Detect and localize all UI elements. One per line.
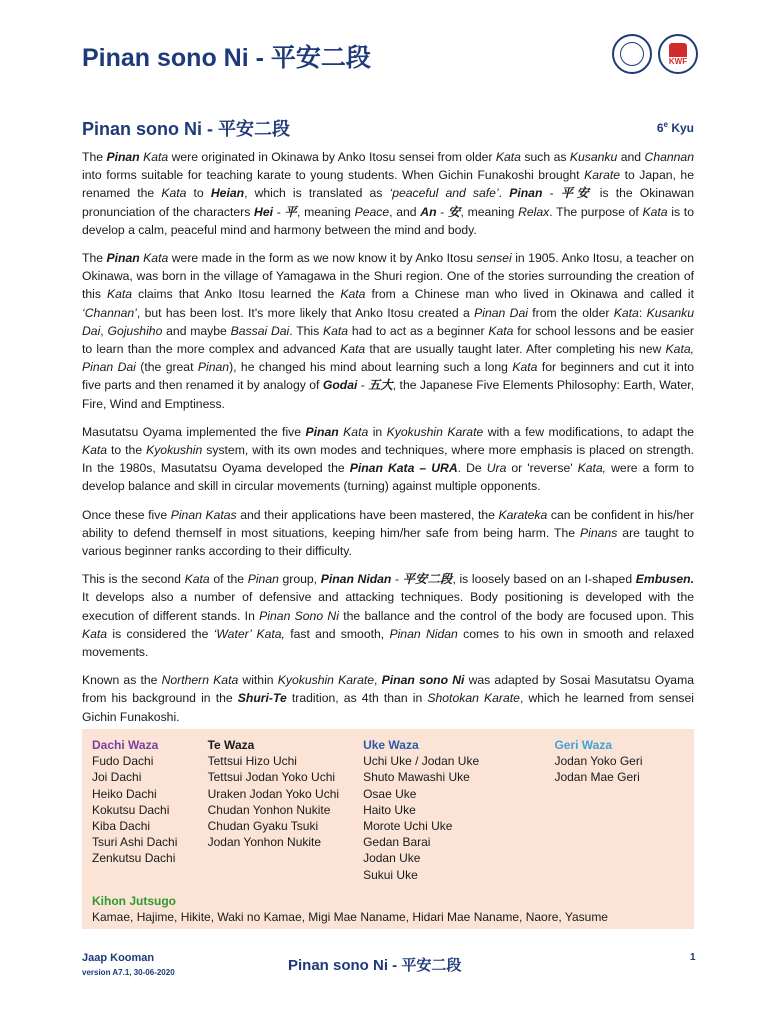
text-run: are taught to various beginner ranks according to their difficulty. [82, 525, 694, 559]
text-run: Ura [486, 461, 507, 476]
text-run: within [238, 673, 278, 688]
geri-item: Jodan Mae Geri [554, 770, 640, 785]
kihon-jutsugo-heading: Kihon Jutsugo [92, 893, 176, 908]
body-paragraph [82, 506, 694, 561]
text-run: Pinans [580, 525, 618, 540]
text-run: Pinan [106, 150, 140, 164]
text-run: and their applications have been mastered, the [236, 507, 499, 522]
text-run: Kata [488, 323, 514, 338]
text-run: group, [278, 572, 321, 587]
text-run: Kata [495, 150, 521, 164]
text-run: Pinan Sono Ni [259, 608, 339, 623]
dachi-item: Kokutsu Dachi [92, 802, 170, 817]
geri-waza-column [554, 737, 684, 883]
text-run: claims that Anko Itosu learned the [132, 287, 341, 302]
text-run: Kyokushin Karate [277, 673, 375, 688]
dachi-waza-column [92, 737, 208, 883]
te-item: Tettsui Jodan Yoko Uchi [207, 770, 336, 785]
text-run: Pinan Kata – URA [349, 461, 458, 476]
text-run: Bassai Dai [230, 323, 290, 338]
text-run: comes to his own in smooth and relaxed movements. [82, 626, 694, 660]
text-run: Kyokushin [146, 443, 203, 458]
text-run: Kyokushin Karate [386, 424, 484, 439]
dachi-item: Zenkutsu Dachi [92, 851, 176, 866]
kihon-jutsugo-text: Kamae, Hajime, Hikite, Waki no Kamae, Migi Mae Naname, Hidari Mae Naname, Naore, Yasume [92, 910, 608, 925]
text-run: from the older [527, 305, 614, 320]
text-run: Kata [323, 323, 349, 338]
text-run: ‘Water’ Kata, [213, 626, 285, 641]
text-run: Kata [343, 424, 369, 439]
text-run: Kata, Pinan Dai [82, 342, 694, 375]
text-run: - [391, 572, 403, 587]
kyokushin-seal-logo [612, 34, 652, 74]
text-run: in [368, 424, 387, 439]
uke-item: Haito Uke [363, 802, 416, 817]
text-run: , [100, 323, 108, 338]
text-run: It develops also a number of defensive and attacking techniques. Body positioning is developed with the execution of different stands. In [82, 590, 694, 623]
uke-item: Shuto Mawashi Uke [363, 770, 470, 785]
geri-item: Jodan Yoko Geri [554, 754, 643, 769]
header-title: Pinan sono Ni - 平安二段 [82, 44, 371, 72]
text-run: Pinan Nidan [320, 572, 392, 587]
text-run: ), he changed his mind about learning such a long [229, 360, 513, 375]
text-run: . This [289, 323, 324, 338]
text-run: , meaning [297, 204, 355, 219]
dachi-item: Fudo Dachi [92, 754, 154, 769]
text-run: Pinan [106, 251, 140, 266]
body-paragraph [82, 570, 694, 661]
kwf-logo [658, 34, 698, 74]
te-item: Chudan Yonhon Nukite [207, 802, 331, 817]
text-run: . The purpose of [549, 204, 643, 219]
text-run: Gojushiho [107, 323, 163, 338]
text-run: to the [107, 443, 147, 458]
te-item: Uraken Jodan Yoko Uchi [207, 786, 340, 801]
text-run: Godai [322, 378, 358, 393]
text-run: - [436, 204, 449, 219]
text-run: that are usually taught later. After completing his new [365, 342, 666, 357]
text-run: The [82, 150, 107, 164]
text-run: , but has been lost. It's more likely that Anko Itosu created a [136, 305, 475, 320]
footer-title: Pinan sono Ni - 平安二段 [288, 957, 462, 974]
text-run: - [357, 378, 369, 393]
text-run: ‘peaceful and safe’ [389, 186, 499, 201]
text-run: tradition, as 4th than in [286, 691, 428, 706]
dachi-item: Tsuri Ashi Dachi [92, 835, 178, 850]
text-run: Masutatsu Oyama implemented the five [82, 424, 306, 439]
text-run: - [542, 186, 561, 201]
text-run: with a few modifications, to adapt the [483, 424, 694, 439]
body-text [82, 148, 694, 736]
text-run: of the [209, 572, 248, 587]
text-run: The [82, 251, 107, 266]
uke-item: Sukui Uke [363, 867, 418, 882]
text-run: and [617, 150, 645, 164]
logos [612, 34, 698, 74]
te-waza-heading: Te Waza [207, 738, 255, 752]
text-run: Embusen. [635, 572, 694, 587]
text-run: Karate [584, 168, 621, 183]
body-paragraph [82, 671, 694, 726]
text-run: Pinan [509, 186, 543, 201]
page-number: 1 [690, 952, 696, 963]
text-run: had to act as a beginner [348, 323, 489, 338]
te-item: Jodan Yonhon Nukite [207, 835, 322, 850]
text-run: An [420, 204, 437, 219]
te-item: Tettsui Hizo Uchi [207, 754, 297, 769]
kwf-logo-text: KWF [668, 56, 688, 66]
waza-box [82, 729, 694, 929]
text-run: for school lessons and be easier to learn than the more complex and advanced [82, 323, 694, 357]
kyu-rank: 6e Kyu [656, 120, 694, 135]
text-run: Kata [82, 626, 108, 641]
text-run: Pinan sono Ni [381, 673, 465, 688]
text-run: Heian [210, 186, 245, 201]
text-run: for beginners and cut it into five parts and then renamed it by analogy of [82, 360, 694, 393]
text-run: Kata [161, 186, 187, 201]
text-run: Pinan [247, 572, 279, 587]
text-run: Known as the [82, 673, 162, 688]
text-run: the ballance and the control of the body are focused upon. This [338, 608, 694, 623]
text-run: Peace [354, 204, 390, 219]
dachi-waza-heading: Dachi Waza [92, 738, 159, 752]
text-run: : [638, 305, 647, 320]
dachi-item: Joi Dachi [92, 770, 142, 785]
text-run: - [273, 204, 285, 219]
uke-item: Morote Uchi Uke [363, 819, 453, 834]
uke-item: Osae Uke [363, 786, 417, 801]
body-paragraph [82, 249, 694, 413]
text-run: to [186, 186, 211, 201]
text-run: Shuri-Te [237, 691, 287, 706]
section-title: Pinan sono Ni - 平安二段 [82, 119, 291, 139]
text-run: from a Chinese man who lived in Okinawa and called it [365, 287, 694, 302]
text-run: , [374, 673, 382, 688]
text-run: Kata [512, 360, 538, 375]
text-run: into forms suitable for teaching karate to young students. When Gichin Funakoshi brought [82, 168, 585, 183]
text-run: and maybe [162, 323, 231, 338]
text-run: 平安 [560, 186, 593, 201]
text-run: Kata [642, 204, 668, 219]
text-run: Kata [82, 443, 108, 458]
text-run: Hei [254, 204, 273, 219]
dachi-item: Kiba Dachi [92, 819, 151, 834]
text-run: system, with its own modes and techniques, where more emphasis is placed on strength. In the 1980s, Masutatsu Oyama developed the [82, 443, 694, 476]
text-run: Once these five [82, 507, 171, 522]
text-run: . De [457, 461, 487, 476]
text-run: 平安二段 [402, 572, 453, 587]
body-paragraph [82, 148, 694, 239]
text-run: to Japan, he renamed the [82, 168, 694, 201]
text-run: , and [389, 204, 421, 219]
text-run: Kata, [577, 461, 607, 476]
text-run: 平 [284, 204, 297, 219]
uke-item: Jodan Uke [363, 851, 421, 866]
text-run: Pinan Dai [474, 305, 528, 320]
text-run: Pinan [305, 424, 339, 439]
text-run: is considered the [107, 626, 214, 641]
text-run: Kusanku Dai [82, 305, 694, 338]
text-run: 安 [448, 204, 461, 219]
text-run: This is the second [82, 572, 185, 587]
text-run: such as [520, 150, 570, 164]
uke-waza-column [363, 737, 554, 883]
uke-item: Gedan Barai [363, 835, 431, 850]
text-run: Kata [143, 251, 169, 266]
text-run: Kata [340, 287, 366, 302]
text-run: (the great [135, 360, 198, 375]
te-item: Chudan Gyaku Tsuki [207, 819, 319, 834]
waza-columns [92, 737, 684, 883]
text-run: can be confident in his/her ability to defend themself in most situations, keeping him/her safe from being harm. The [82, 507, 694, 540]
body-paragraph [82, 423, 694, 496]
text-run: , is loosely based on an I-shaped [452, 572, 636, 587]
te-waza-column [208, 737, 363, 883]
text-run: , meaning [460, 204, 519, 219]
text-run: Kusanku [569, 150, 618, 164]
text-run: in 1905. Anko Itosu, a teacher on Okinawa, was born in the village of Yamagawa in the Shuri region. One of the stories surrounding the creation of this [82, 251, 694, 302]
text-run: Pinan [197, 360, 230, 375]
text-run: Shotokan Karate [427, 691, 520, 706]
text-run: or 'reverse' [506, 461, 578, 476]
dachi-item: Heiko Dachi [92, 786, 157, 801]
text-run: Kata [184, 572, 210, 587]
geri-waza-heading: Geri Waza [554, 738, 613, 752]
text-run: fast and smooth, [284, 626, 390, 641]
footer-author: Jaap Kooman [82, 952, 155, 964]
text-run: ‘Channan’ [82, 305, 137, 320]
text-run: Kata [107, 287, 133, 302]
text-run: were made in the form as we now know it by Anko Itosu [168, 251, 477, 266]
text-run: Kata [143, 150, 169, 164]
text-run: Relax [518, 204, 550, 219]
text-run: Pinan Nidan [389, 626, 458, 641]
text-run: Northern Kata [161, 673, 239, 688]
footer-version: version A7.1, 30-06-2020 [82, 968, 175, 977]
text-run: were originated in Okinawa by Anko Itosu sensei from older [168, 150, 496, 164]
text-run: Channan [644, 150, 694, 164]
text-run: , which is translated as [244, 186, 390, 201]
text-run: Pinan Katas [170, 507, 237, 522]
text-run: is the Okinawan pronunciation of the characters [82, 186, 694, 219]
uke-waza-heading: Uke Waza [363, 738, 419, 752]
text-run: is to develop a calm, peaceful mind and harmony between the mind and body. [82, 204, 694, 237]
text-run: Karateka [498, 507, 548, 522]
text-run: Kata [340, 342, 366, 357]
text-run: 五大 [368, 378, 393, 393]
text-run: . [498, 186, 510, 201]
text-run: sensei [476, 251, 512, 266]
text-run: were a form to develop balance and skill in circular movements (turning) against multiple opponents. [82, 461, 694, 494]
text-run: was adapted by Sosai Masutatsu Oyama from his background in the [82, 673, 694, 706]
text-run: , which he learned from sensei Gichin Funakoshi. [82, 691, 694, 724]
text-run: , the Japanese Five Elements Philosophy: Earth, Water, Fire, Wind and Emptiness. [82, 378, 694, 411]
uke-item: Uchi Uke / Jodan Uke [363, 754, 480, 769]
text-run: Kata [613, 305, 639, 320]
